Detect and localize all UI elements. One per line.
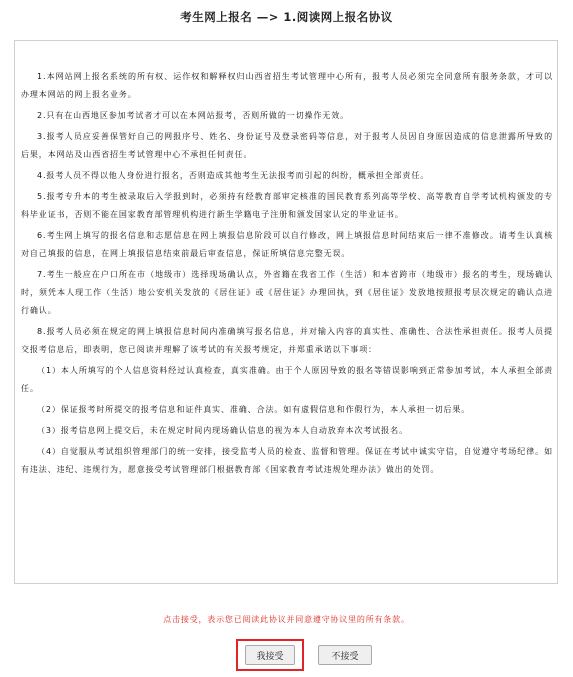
- agreement-commitment: （1）本人所填写的个人信息资料经过认真检查，真实准确。由于个人原因导致的报名等错误影响到正常参加考试，本人承担全部责任。: [21, 366, 553, 393]
- agreement-clause: 4.报考人员不得以他人身份进行报名，否则造成其他考生无法报考而引起的纠纷，概承担全部责任。: [37, 171, 430, 180]
- acceptance-notice: 点击接受，表示您已阅读此协议并同意遵守协议里的所有条款。: [163, 615, 410, 624]
- agreement-commitment: （3）报考信息网上提交后，未在规定时间内现场确认信息的视为本人自动放弃本次考试报名。: [37, 426, 408, 435]
- page-title: 考生网上报名 —> 1.阅读网上报名协议: [180, 10, 393, 24]
- agreement-box[interactable]: [14, 40, 558, 584]
- agreement-clause: 8.报考人员必须在规定的网上填报信息时间内准确填写报名信息，并对输入内容的真实性、准确性、合法性承担责任。报考人员提交报考信息后，即表明，您已阅读并理解了该考试的有关报考规定，并郑重承诺以下事项：: [21, 327, 553, 354]
- agreement-clause: 6.考生网上填写的报名信息和志愿信息在网上填报信息阶段可以自行修改，网上填报信息时间结束后一律不准修改。请考生认真核对自己填报的信息，在网上填报信息结束前最后审查信息，保证所填信息完整无误。: [21, 231, 553, 258]
- agreement-clause: 5.报考专升本的考生被录取后入学报到时，必须持有经教育部审定核准的国民教育系列高等学校、高等教育自学考试机构颁发的专科毕业证书，否则不能在国家教育部管理机构进行新生学籍电子注册和颁发国家认定的毕业证书。: [21, 192, 553, 219]
- agreement-clause: 7.考生一般应在户口所在市（地级市）选择现场确认点，外省籍在我省工作（生活）和本省跨市（地级市）报名的考生，现场确认时，须凭本人现工作（生活）地公安机关发放的《居住证》或《居住证》办理回执，到《居住证》发放地按照报考层次规定的确认点进行确认。: [21, 270, 553, 315]
- agreement-clause: 3.报考人员应妥善保管好自己的网报序号、姓名、身份证号及登录密码等信息，对于报考人员因自身原因造成的信息泄露所导致的后果，本网站及山西省招生考试管理中心不承担任何责任。: [21, 132, 553, 159]
- agreement-commitment: （4）自觉服从考试组织管理部门的统一安排，接受监考人员的检查、监督和管理。保证在考试中诚实守信，自觉遵守考场纪律。如有违法、违纪、违规行为，愿意接受考试管理部门根据教育部《国家教育考试违规处理办法》做出的处罚。: [21, 447, 553, 474]
- agreement-clause: 1.本网站网上报名系统的所有权、运作权和解释权归山西省招生考试管理中心所有，报考人员必须完全同意所有服务条款，才可以办理本网站的网上报名业务。: [21, 72, 553, 99]
- agreement-text: [21, 68, 553, 482]
- decline-button[interactable]: 不接受: [318, 645, 372, 665]
- agreement-commitment: （2）保证报考时所提交的报考信息和证件真实、准确、合法。如有虚假信息和作假行为，本人承担一切后果。: [37, 405, 471, 414]
- accept-button[interactable]: 我接受: [245, 645, 295, 665]
- agreement-clause: 2.只有在山西地区参加考试者才可以在本网站报考，否则所做的一切操作无效。: [37, 111, 350, 120]
